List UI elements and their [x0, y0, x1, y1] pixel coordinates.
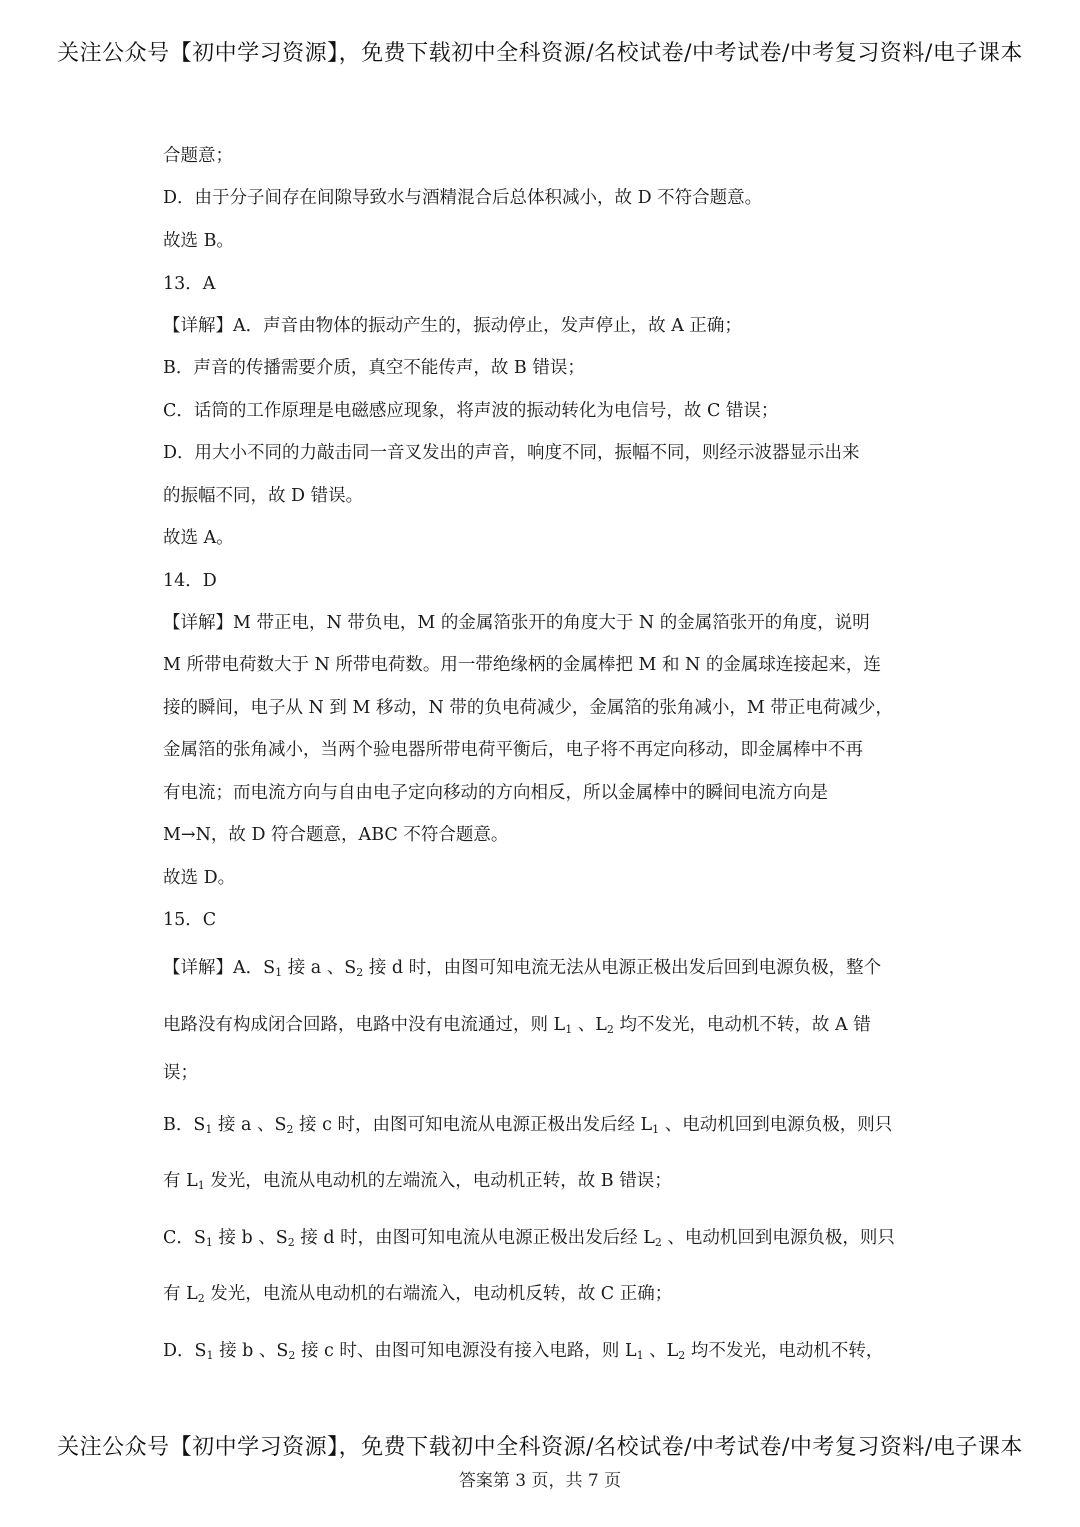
- text-run: 接 d 时，由图可知电流无法从电源正极出发后回到电源负极，整个: [363, 958, 882, 978]
- text-run: 发光，电流从电动机的左端流入，电动机正转，故 B 错误；: [204, 1171, 672, 1191]
- subscript: 2: [654, 1236, 662, 1249]
- text-line: D．由于分子间存在间隙导致水与酒精混合后总体积减小，故 D 不符合题意。: [163, 188, 763, 208]
- text-run: 、L: [643, 1341, 679, 1361]
- text-line: [163, 1280, 672, 1305]
- text-line: B．声音的传播需要介质，真空不能传声，故 B 错误；: [163, 358, 585, 378]
- text-line: 合题意；: [163, 146, 233, 166]
- text-line: [163, 1224, 895, 1249]
- text-run: C．S: [163, 1228, 206, 1248]
- subscript: 2: [287, 1236, 295, 1249]
- subscript: 1: [275, 966, 283, 979]
- text-line: [163, 954, 881, 979]
- subscript: 2: [197, 1292, 205, 1305]
- text-run: 均不发光，电动机不转，: [685, 1341, 884, 1361]
- text-run: 、电动机回到电源负极，则只: [659, 1115, 893, 1135]
- text-run: B．S: [163, 1115, 206, 1135]
- text-run: 误；: [163, 1063, 198, 1083]
- page-number: 答案第 3 页，共 7 页: [458, 1471, 622, 1491]
- subscript: 2: [288, 1349, 296, 1362]
- subscript: 1: [565, 1023, 573, 1036]
- text-run: D．S: [163, 1341, 207, 1361]
- subscript: 2: [286, 1123, 294, 1136]
- text-line: 接的瞬间，电子从 N 到 M 移动，N 带的负电荷减少，金属箔的张角减小，M 带正电荷减少，: [163, 698, 893, 718]
- text-run: 、电动机回到电源负极，则只: [661, 1228, 895, 1248]
- subscript: 1: [206, 1349, 214, 1362]
- text-line: [163, 1011, 871, 1036]
- text-run: 均不发光，电动机不转，故 A 错: [613, 1015, 871, 1035]
- text-line: 故选 B。: [163, 231, 234, 251]
- text-line: 有电流；而电流方向与自由电子定向移动的方向相反，所以金属棒中的瞬间电流方向是: [163, 783, 828, 803]
- text-run: 接 b 、S: [213, 1341, 289, 1361]
- text-line: [163, 1167, 672, 1192]
- footer-banner: 关注公众号【初中学习资源】，免费下载初中全科资源/名校试卷/中考试卷/中考复习资料/电子课本: [57, 1435, 1023, 1460]
- text-run: 接 d 时，由图可知电流从电源正极出发后经 L: [294, 1228, 655, 1248]
- text-run: 接 a 、S: [212, 1115, 287, 1135]
- question-number: 15．C: [163, 910, 217, 930]
- text-line: 金属箔的张角减小，当两个验电器所带电荷平衡后，电子将不再定向移动，即金属棒中不再: [163, 740, 863, 760]
- text-line: [163, 1059, 198, 1084]
- question-number: 14．D: [163, 571, 217, 591]
- text-line: 的振幅不同，故 D 错误。: [163, 486, 364, 506]
- text-line: [163, 1111, 892, 1136]
- text-line: 【详解】M 带正电，N 带负电，M 的金属箔张开的角度大于 N 的金属箔张开的角度，说明: [163, 613, 870, 633]
- text-run: 有 L: [163, 1284, 198, 1304]
- text-line: D．用大小不同的力敲击同一音叉发出的声音，响度不同，振幅不同，则经示波器显示出来: [163, 443, 860, 463]
- text-run: 电路没有构成闭合回路，电路中没有电流通过，则 L: [163, 1015, 566, 1035]
- subscript: 2: [356, 966, 364, 979]
- text-line: [163, 1337, 883, 1362]
- text-run: 接 b 、S: [212, 1228, 288, 1248]
- text-run: 、L: [572, 1015, 607, 1035]
- subscript: 1: [205, 1236, 213, 1249]
- text-run: 发光，电流从电动机的右端流入，电动机反转，故 C 正确；: [204, 1284, 673, 1304]
- subscript: 2: [678, 1349, 686, 1362]
- header-banner: 关注公众号【初中学习资源】，免费下载初中全科资源/名校试卷/中考试卷/中考复习资料/电子课本: [57, 41, 1023, 66]
- subscript: 1: [636, 1349, 644, 1362]
- question-number: 13．A: [163, 274, 216, 294]
- subscript: 2: [606, 1023, 614, 1036]
- text-line: M→N，故 D 符合题意，ABC 不符合题意。: [163, 825, 509, 845]
- text-line: C．话筒的工作原理是电磁感应现象，将声波的振动转化为电信号，故 C 错误；: [163, 401, 779, 421]
- text-line: 故选 D。: [163, 868, 236, 888]
- text-line: M 所带电荷数大于 N 所带电荷数。用一带绝缘柄的金属棒把 M 和 N 的金属球连接起来，连: [163, 655, 881, 675]
- text-run: 接 a 、S: [282, 958, 357, 978]
- subscript: 1: [652, 1123, 660, 1136]
- subscript: 1: [197, 1179, 205, 1192]
- text-run: 接 c 时，由图可知电流从电源正极出发后经 L: [293, 1115, 653, 1135]
- text-run: 有 L: [163, 1171, 198, 1191]
- subscript: 1: [205, 1123, 213, 1136]
- text-line: 【详解】A．声音由物体的振动产生的，振动停止，发声停止，故 A 正确；: [163, 316, 742, 336]
- text-run: 接 c 时、由图可知电源没有接入电路，则 L: [295, 1341, 637, 1361]
- text-run: 【详解】A．S: [163, 958, 276, 978]
- text-line: 故选 A。: [163, 528, 234, 548]
